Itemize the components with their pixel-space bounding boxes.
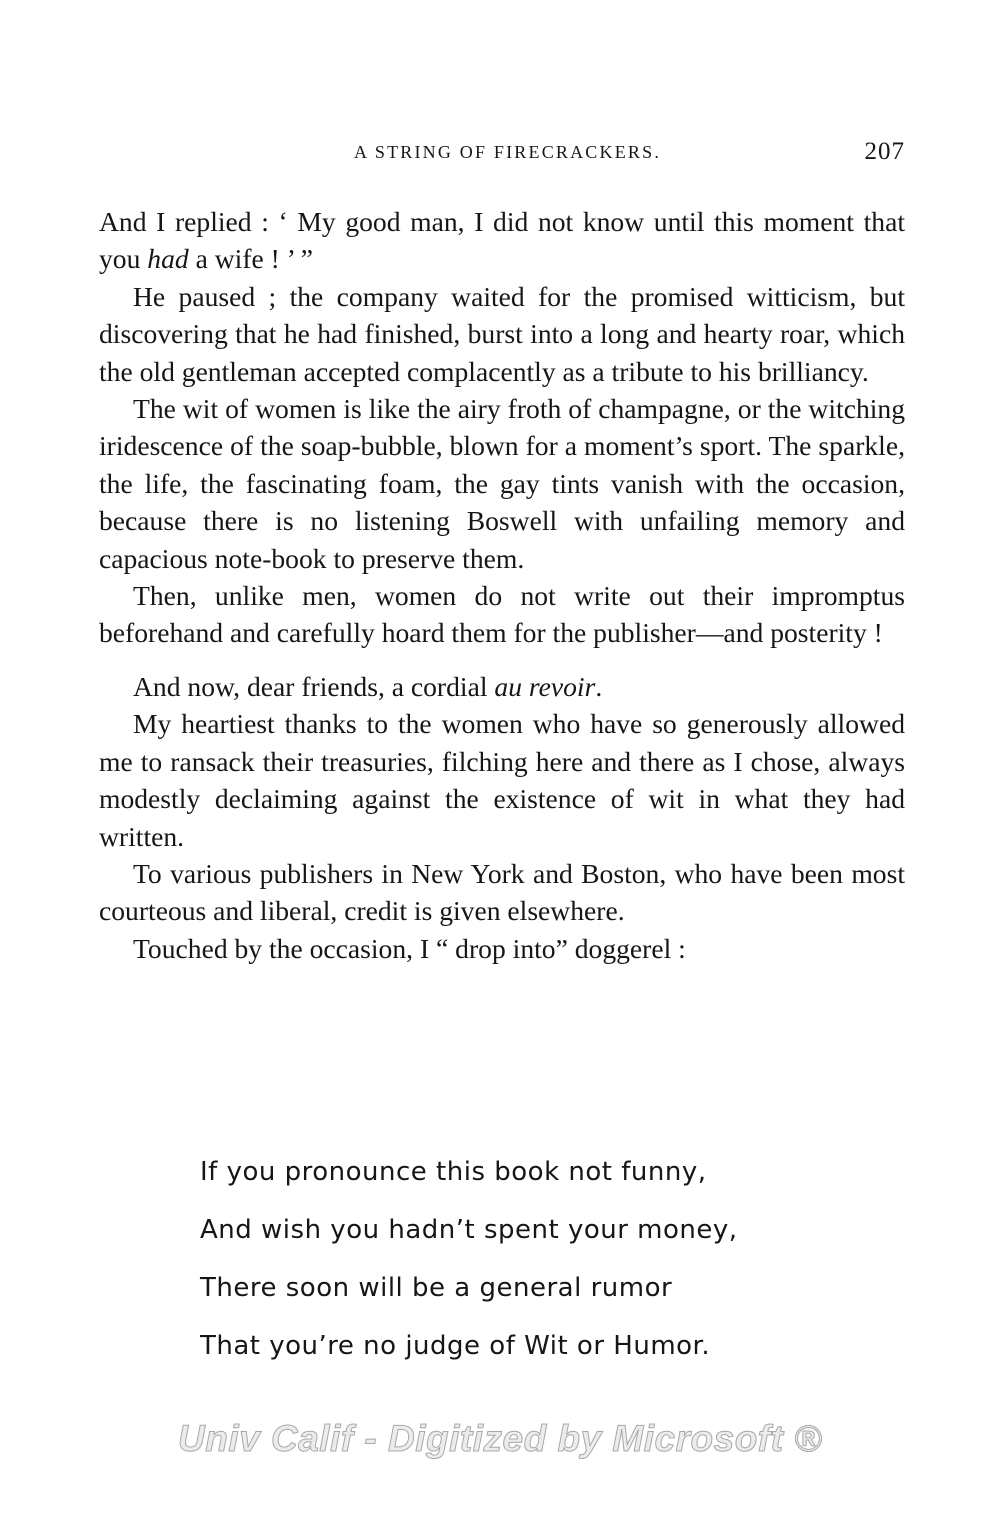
paragraph-reply-start: And I replied : ‘ My good man, I did not know until this moment that you [99, 206, 905, 275]
running-head [100, 138, 905, 172]
doggerel-poem [200, 1143, 880, 1375]
paragraph-reply-end: a wife ! ’ ” [188, 243, 314, 275]
paragraph-thanks: My heartiest thanks to the women who have so generously allowed me to ransack their treasuries, filching here and there as I chose, always modestly declaiming against the existence of wit in what they had written. [99, 708, 905, 852]
paragraph-publishers: To various publishers in New York and Boston, who have been most courteous and liberal, credit is given elsewhere. [99, 857, 905, 927]
body-text [99, 203, 905, 967]
paragraph-impromptus: Then, unlike men, women do not write out their impromptus beforehand and carefully hoard them for the publisher—and posterity ! [99, 580, 905, 649]
emphasis-had: had [147, 243, 189, 275]
paragraph-au-revoir-end: . [595, 670, 603, 702]
paragraph-au-revoir [99, 668, 905, 705]
paragraph-paused: He paused ; the company waited for the promised witticism, but discovering that he had finished, burst into a long and hearty roar, which the old gentleman accepted complacently as a tribute to his brilliancy. [99, 280, 905, 387]
running-title: A STRING OF FIRECRACKERS. [353, 142, 662, 162]
paragraph-wit-of-women: The wit of women is like the airy froth of champagne, or the witching iridescence of the soap-bubble, blown for a moment’s sport. The sparkle, the life, the fascinating foam, the gay tints vanish with the occasion, because there is no listening Boswell with unfailing memory and capacious note-book to preserve them. [99, 393, 905, 574]
poem-line-1: If you pronounce this book not funny, [200, 1157, 707, 1187]
poem-line-2: And wish you hadn’t spent your money, [200, 1215, 738, 1245]
page-number: 207 [864, 138, 905, 165]
paragraph-doggerel-intro: Touched by the occasion, I “ drop into” doggerel : [133, 932, 686, 964]
poem-line-4: That you’re no judge of Wit or Humor. [200, 1331, 711, 1361]
digitization-watermark: Univ Calif - Digitized by Microsoft ® [178, 1418, 822, 1459]
emphasis-au-revoir: au revoir [494, 670, 596, 702]
paragraph-reply [99, 203, 905, 278]
poem-line-3: There soon will be a general rumor [200, 1273, 673, 1303]
paragraph-au-revoir-start: And now, dear friends, a cordial [133, 670, 495, 702]
